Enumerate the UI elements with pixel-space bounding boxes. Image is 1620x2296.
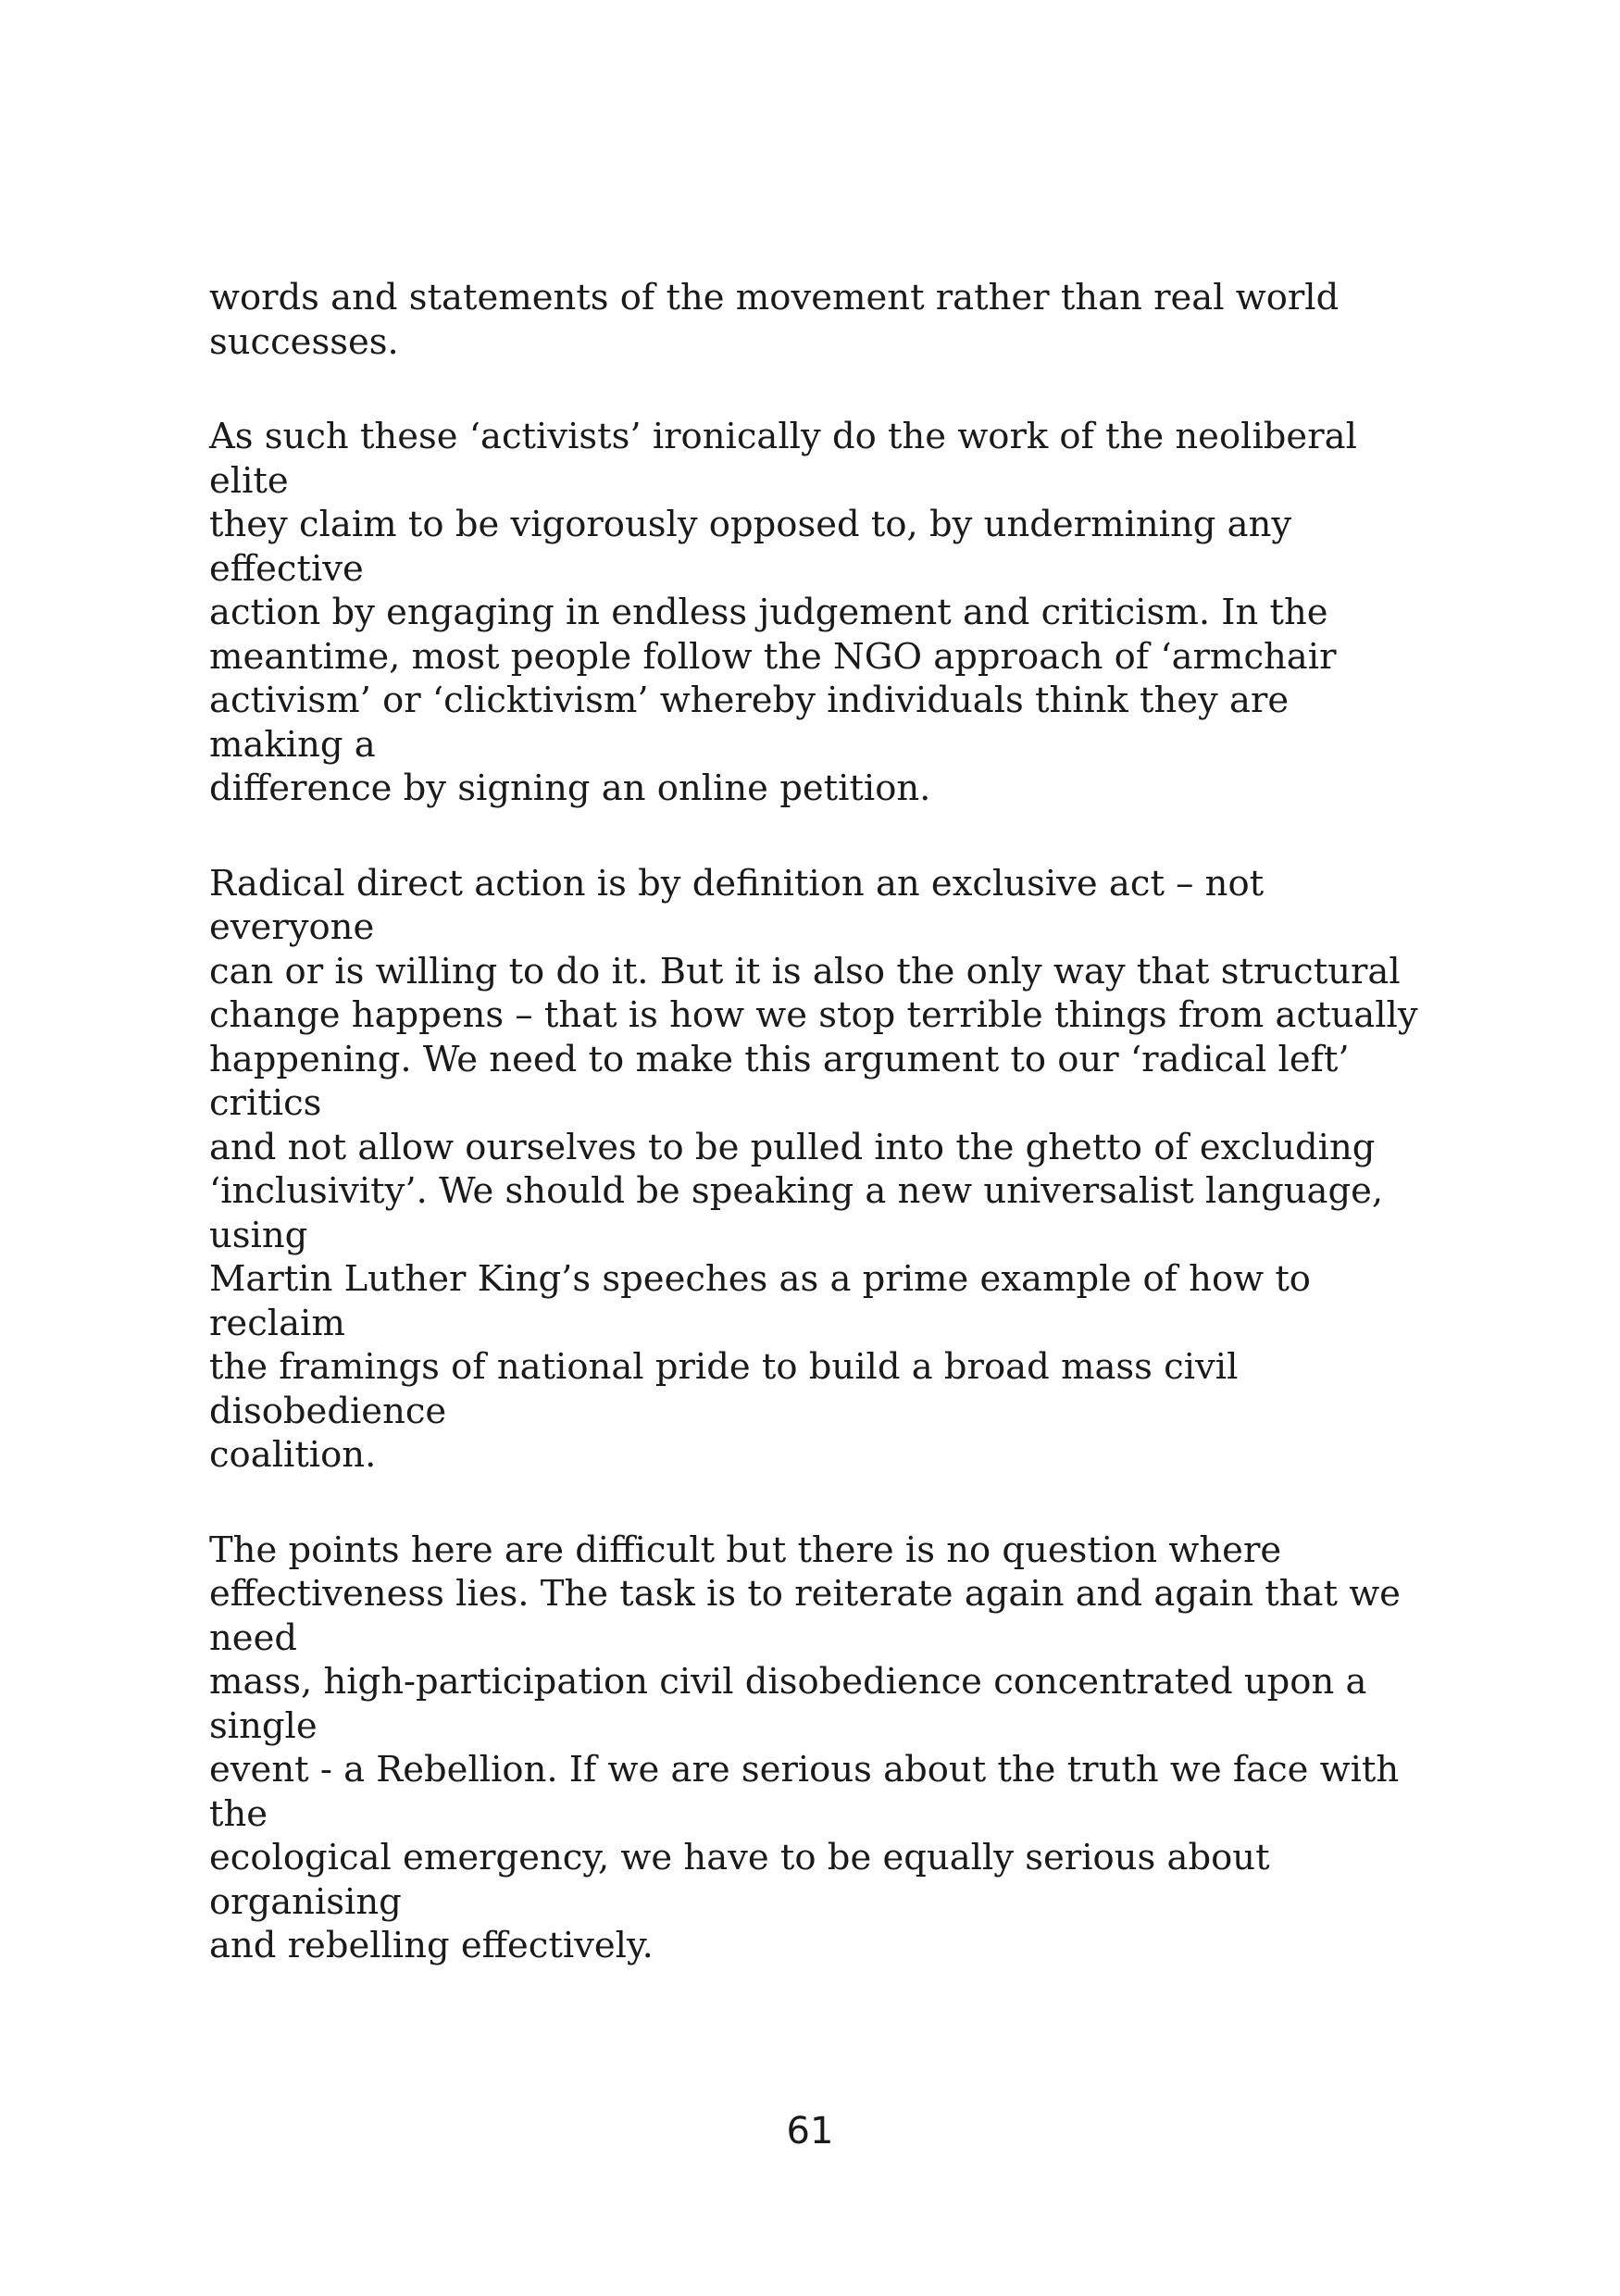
paragraph-3: Radical direct action is by definition an exclusive act – not everyone can or is willing to do it. But it is also the only way that structural change happens – that is how we stop terrible things from actually happening. We need to make this argument to our ‘radical left’ critics and not allow ourselves to be pulled into the ghetto of excluding ‘inclusivity’. We should be speaking a new universalist language, using Martin Luther King’s speeches as a prime example of how to reclaim the framings of national pride to build a broad mass civil disobedience coalition. [209,862,1418,1476]
paragraph-1: words and statements of the movement rather than real world successes. [209,277,1340,363]
body-text [209,276,1431,2019]
page-number: 61 [786,2110,834,2152]
paragraph-4: The points here are difficult but there is no question where effectiveness lies. The task is to reiterate again and again that we need mass, high-participation civil disobedience concentrated upon a single event - a Rebellion. If we are serious about the truth we face with the ecological emergency, we have to be equally serious about organising and rebelling effectively. [209,1529,1401,1966]
paragraph-2: As such these ‘activists’ ironically do the work of the neoliberal elite they claim to be vigorously opposed to, by undermining any effective action by engaging in endless judgement and criticism. In the meantime, most people follow the NGO approach of ‘armchair activism’ or ‘clicktivism’ whereby individuals think they are making a difference by signing an online petition. [209,416,1357,809]
